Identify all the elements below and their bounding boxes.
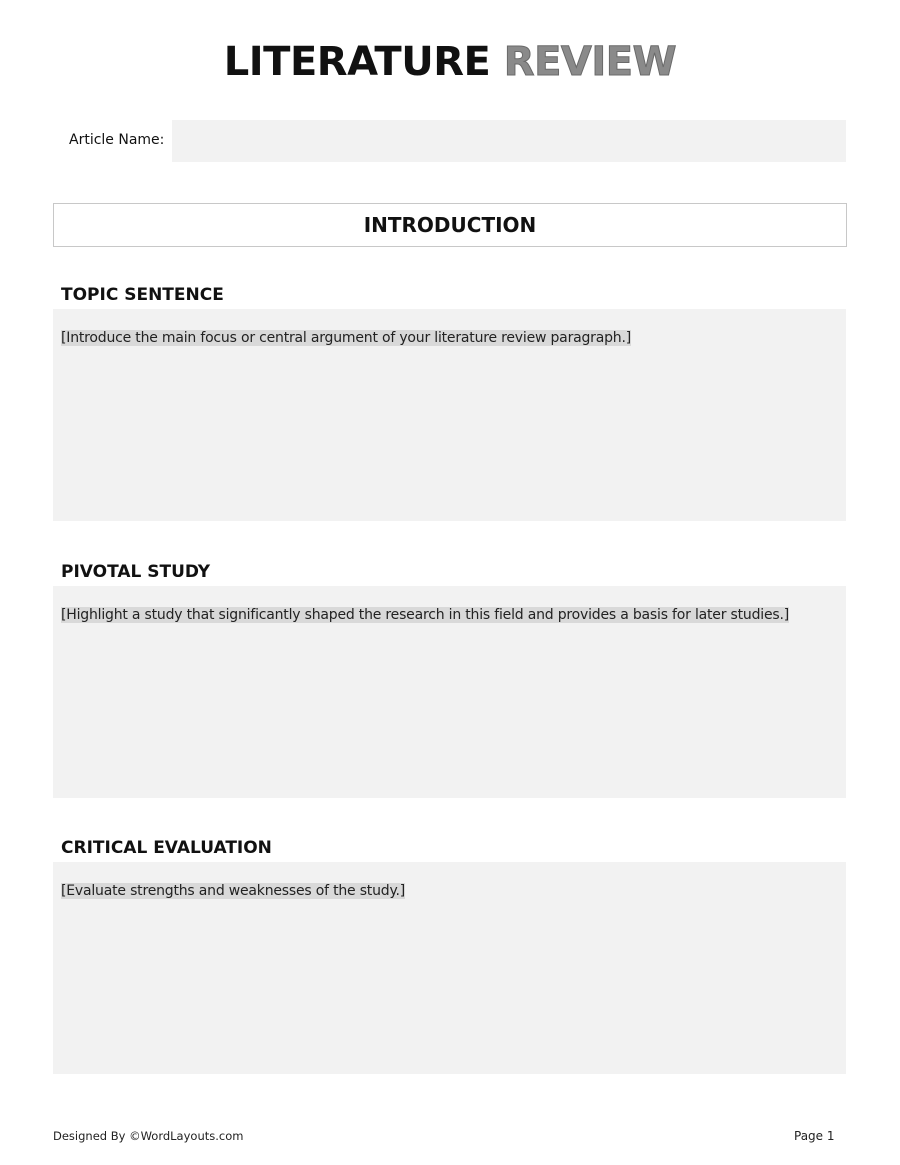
section-header-introduction: INTRODUCTION (53, 203, 847, 247)
document-title (0, 38, 900, 86)
topic-sentence-placeholder[interactable]: [Introduce the main focus or central argument of your literature review paragraph.] (61, 330, 631, 346)
article-name-input[interactable] (172, 120, 846, 162)
title-part-review: REVIEW (503, 39, 677, 85)
heading-critical-evaluation: CRITICAL EVALUATION (61, 838, 272, 858)
title-part-literature: LITERATURE (223, 39, 491, 85)
critical-evaluation-placeholder[interactable]: [Evaluate strengths and weaknesses of the study.] (61, 883, 406, 899)
critical-evaluation-field[interactable] (53, 862, 846, 1074)
footer-page-number: Page 1 (794, 1129, 835, 1143)
heading-topic-sentence: TOPIC SENTENCE (61, 285, 224, 305)
heading-pivotal-study: PIVOTAL STUDY (61, 562, 211, 582)
article-name-label: Article Name: (69, 132, 165, 148)
footer-credit: Designed By ©WordLayouts.com (53, 1129, 244, 1143)
pivotal-study-field[interactable] (53, 586, 846, 798)
pivotal-study-placeholder[interactable]: [Highlight a study that significantly shaped the research in this field and provides a basis for later studies.] (61, 607, 789, 623)
topic-sentence-field[interactable] (53, 309, 846, 521)
